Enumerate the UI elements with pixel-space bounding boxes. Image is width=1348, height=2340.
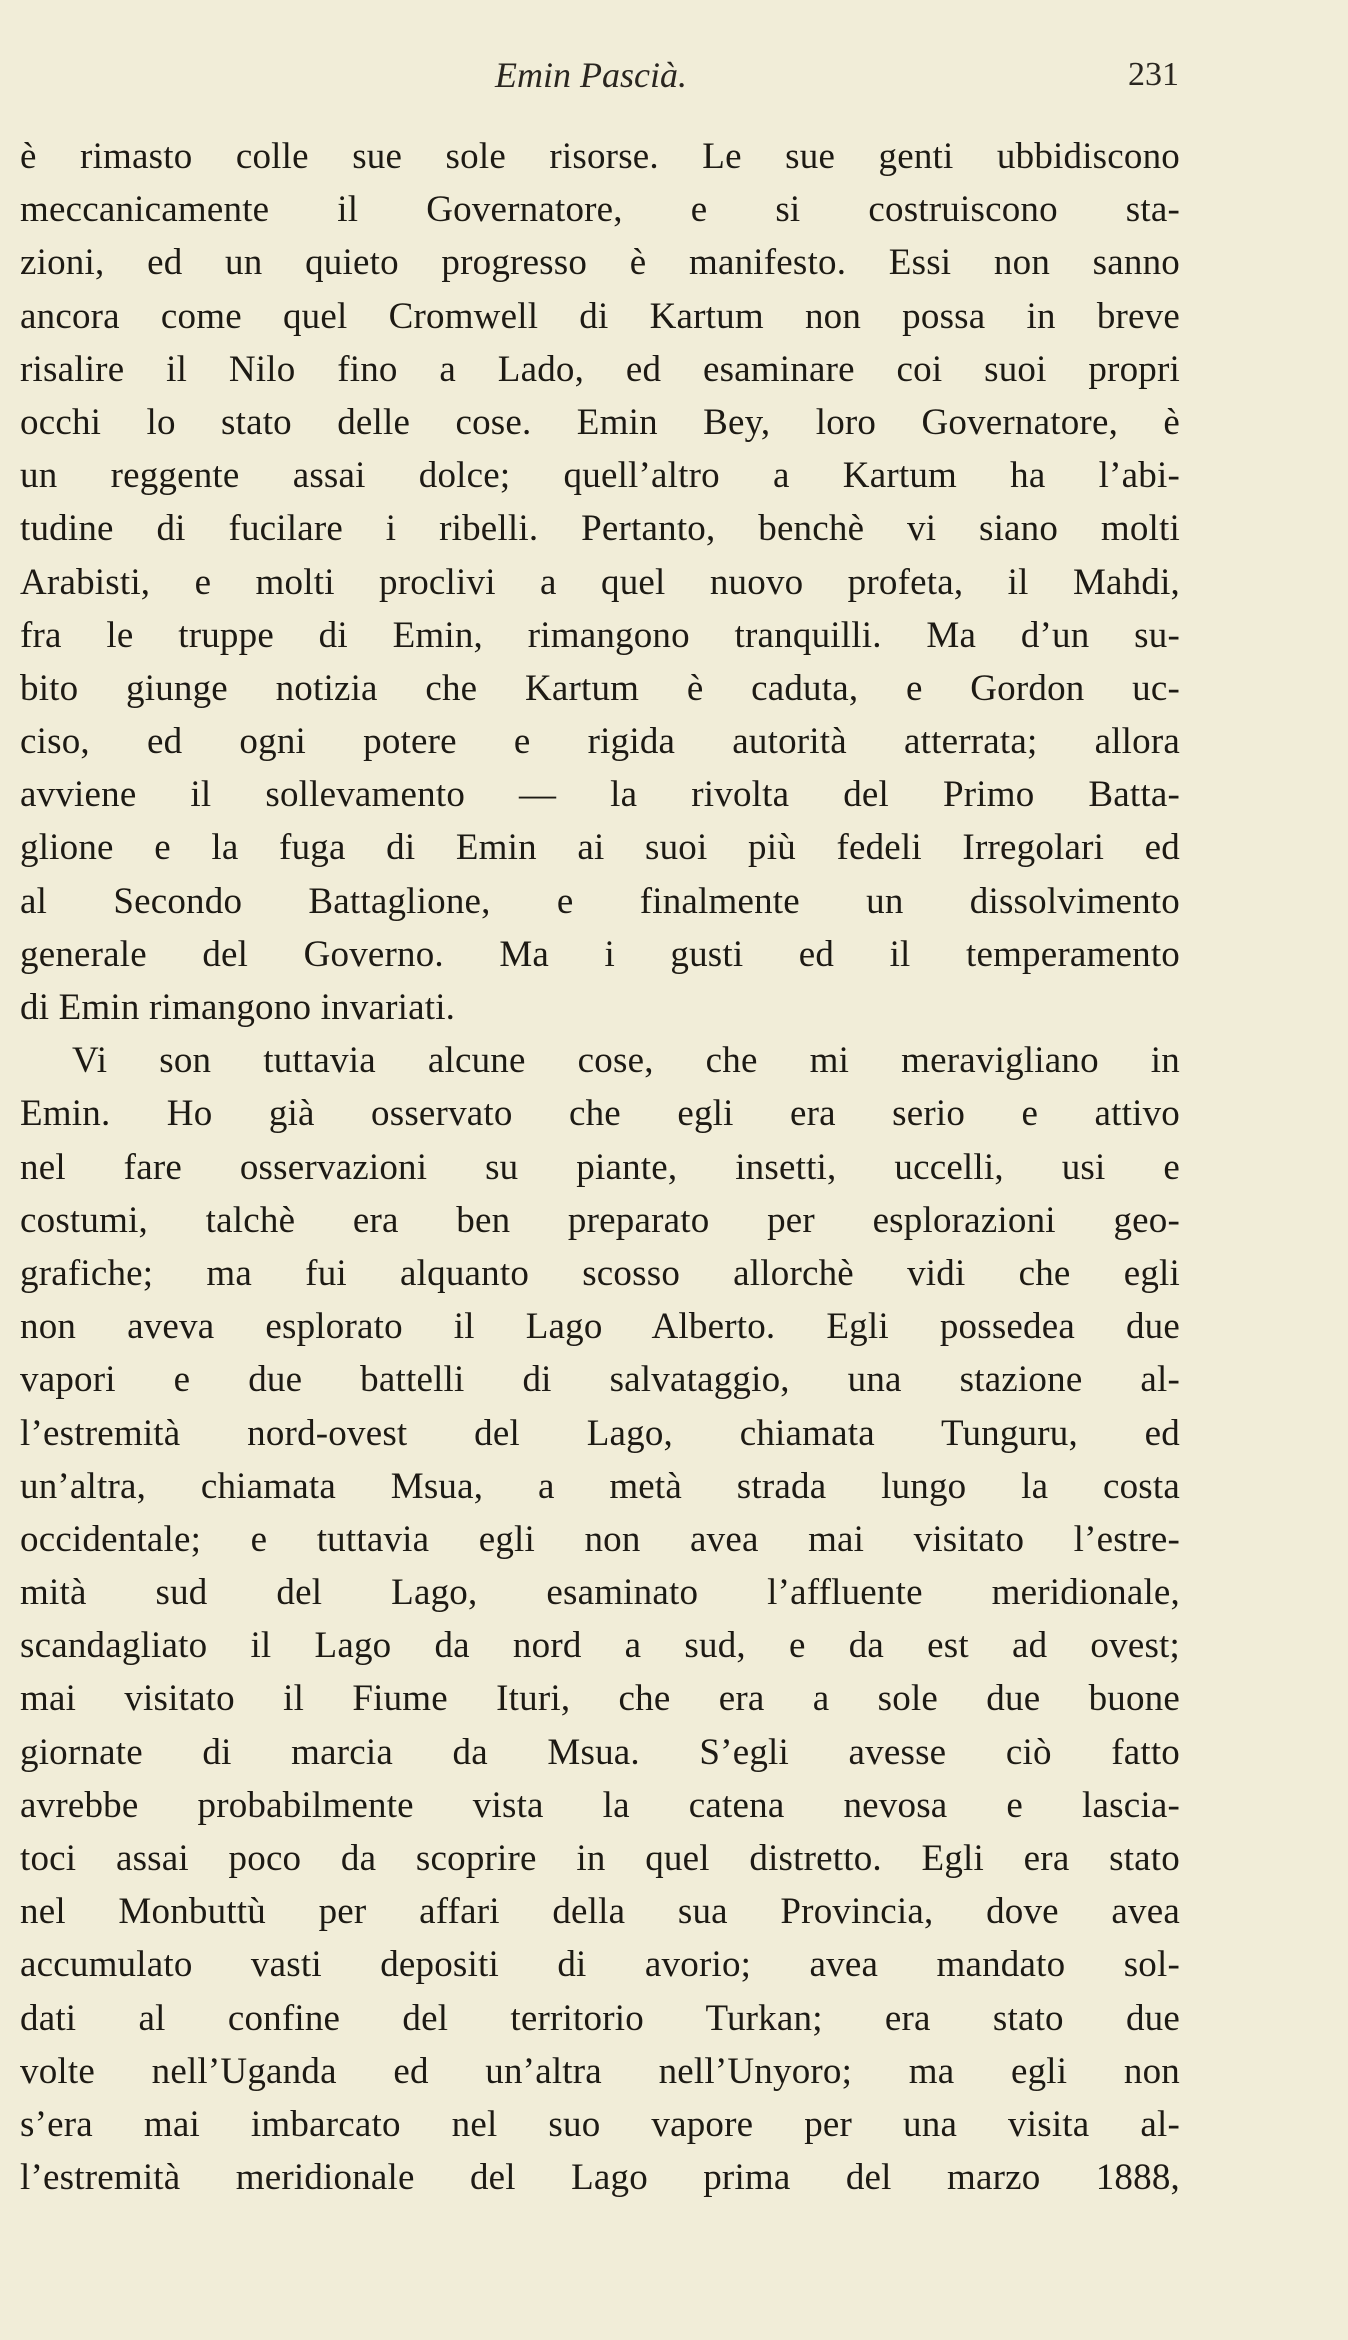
- text-line: nel fare osservazioni su piante, insetti, uccelli, usi e: [20, 1146, 1180, 1188]
- text-line: l’estremità nord-ovest del Lago, chiamata Tunguru, ed: [20, 1412, 1180, 1454]
- text-line: glione e la fuga di Emin ai suoi più fedeli Irregolari ed: [20, 827, 1180, 869]
- text-line: accumulato vasti depositi di avorio; avea mandato sol-: [20, 1944, 1180, 1986]
- text-line: volte nell’Uganda ed un’altra nell’Unyoro; ma egli non: [20, 2050, 1180, 2092]
- text-line: ciso, ed ogni potere e rigida autorità atterrata; allora: [20, 721, 1180, 763]
- text-line: bito giunge notizia che Kartum è caduta, e Gordon uc-: [20, 667, 1180, 709]
- text-line: risalire il Nilo fino a Lado, ed esaminare coi suoi propri: [20, 348, 1180, 390]
- text-line: occhi lo stato delle cose. Emin Bey, loro Governatore, è: [20, 401, 1180, 443]
- running-head-title: Emin Pascià.: [495, 55, 687, 95]
- text-line: ancora come quel Cromwell di Kartum non possa in breve: [20, 295, 1180, 337]
- text-line: generale del Governo. Ma i gusti ed il temperamento: [20, 933, 1180, 975]
- text-line: scandagliato il Lago da nord a sud, e da est ad ovest;: [20, 1625, 1180, 1667]
- text-line: mai visitato il Fiume Ituri, che era a sole due buone: [20, 1678, 1180, 1720]
- text-line: al Secondo Battaglione, e finalmente un dissolvimento: [20, 880, 1180, 922]
- text-line: tudine di fucilare i ribelli. Pertanto, benchè vi siano molti: [20, 508, 1180, 550]
- text-line: nel Monbuttù per affari della sua Provincia, dove avea: [20, 1891, 1180, 1933]
- text-line: zioni, ed un quieto progresso è manifesto. Essi non sanno: [20, 242, 1180, 284]
- text-line: giornate di marcia da Msua. S’egli avesse ciò fatto: [20, 1731, 1180, 1773]
- text-line: è rimasto colle sue sole risorse. Le sue genti ubbidiscono: [20, 136, 1180, 177]
- running-head: [0, 50, 1348, 100]
- text-line: avviene il sollevamento — la rivolta del Primo Batta-: [20, 774, 1180, 816]
- text-line: mità sud del Lago, esaminato l’affluente meridionale,: [20, 1572, 1180, 1614]
- page-number: 231: [1128, 56, 1179, 93]
- text-line: dati al confine del territorio Turkan; era stato due: [20, 1997, 1180, 2039]
- text-line: grafiche; ma fui alquanto scosso allorchè vidi che egli: [20, 1252, 1180, 1294]
- text-line: avrebbe probabilmente vista la catena nevosa e lascia-: [20, 1784, 1180, 1826]
- text-line: s’era mai imbarcato nel suo vapore per una visita al-: [20, 2103, 1180, 2145]
- text-line: Arabisti, e molti proclivi a quel nuovo profeta, il Mahdi,: [20, 561, 1180, 603]
- paragraph-start-line: Vi son tuttavia alcune cose, che mi meravigliano in: [72, 1040, 1180, 1082]
- body-text: [20, 130, 1180, 2204]
- text-line: costumi, talchè era ben preparato per esplorazioni geo-: [20, 1199, 1180, 1241]
- text-line: meccanicamente il Governatore, e si costruiscono sta-: [20, 189, 1180, 231]
- text-line: occidentale; e tuttavia egli non avea mai visitato l’estre-: [20, 1518, 1180, 1560]
- text-line: toci assai poco da scoprire in quel distretto. Egli era stato: [20, 1838, 1180, 1879]
- text-line: non aveva esplorato il Lago Alberto. Egli possedea due: [20, 1306, 1180, 1348]
- paragraph-end-line: di Emin rimangono invariati.: [20, 987, 456, 1028]
- text-line: un’altra, chiamata Msua, a metà strada lungo la costa: [20, 1465, 1180, 1507]
- text-line: fra le truppe di Emin, rimangono tranquilli. Ma d’un su-: [20, 614, 1180, 656]
- text-line: un reggente assai dolce; quell’altro a Kartum ha l’abi-: [20, 455, 1180, 497]
- text-line: Emin. Ho già osservato che egli era serio e attivo: [20, 1093, 1180, 1135]
- text-line: l’estremità meridionale del Lago prima del marzo 1888,: [20, 2157, 1180, 2199]
- text-line: vapori e due battelli di salvataggio, una stazione al-: [20, 1359, 1180, 1401]
